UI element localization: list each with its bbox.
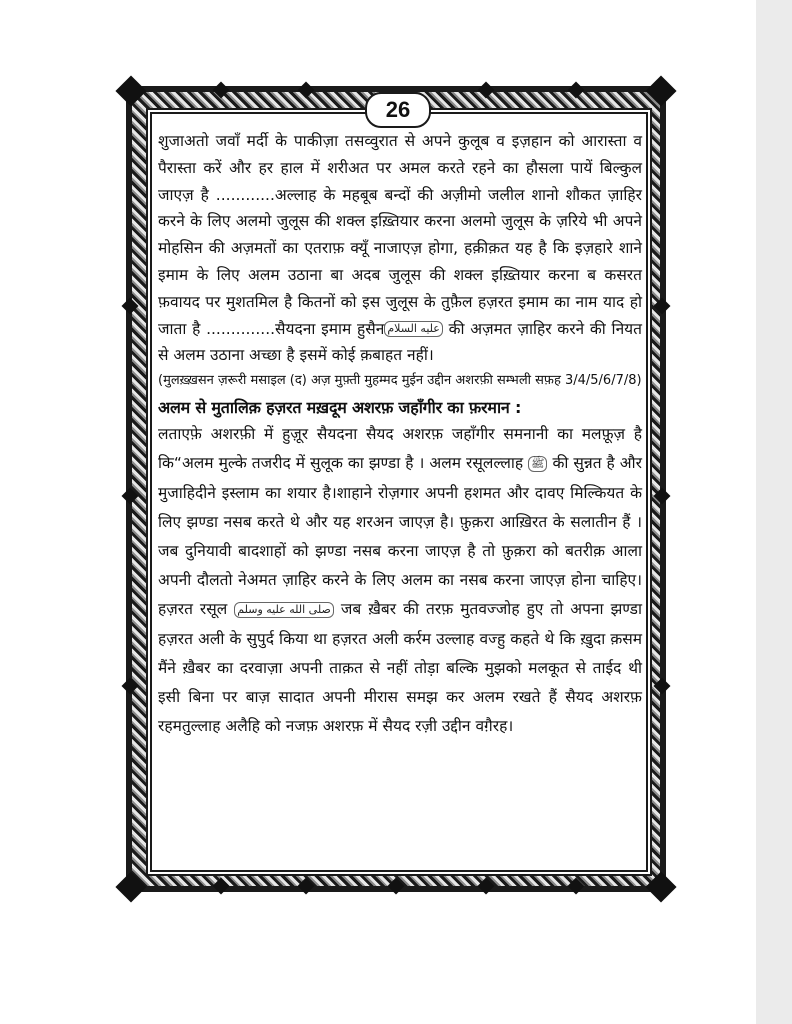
paragraph-1 (158, 128, 642, 369)
page-edge-shadow (756, 0, 792, 1024)
salutation-glyph: ﷺ (528, 456, 547, 472)
paragraph-2-part-c: जब ख़ैबर की तरफ़ मुतवज्जोह हुए तो अपना झण्डा हज़रत अली के सुपुर्द किया था हज़रत अली कर्रम उल्लाह वज्हु कहते थे कि ख़ुदा क़सम मैंने ख़ैबर का दरवाज़ा अपनी ताक़त से नहीं तोड़ा बल्कि मुझको मलकूत से ताईद थी इसी बिना पर बाज़ सादात अपनी मीरास समझ कर अलम रखते हैं सैयद अशरफ़ रहमतुल्लाह अलैहि को नजफ़ अशरफ़ में सैयद रज़ी उद्दीन वग़ैरह। (158, 600, 642, 736)
page-body (158, 128, 642, 864)
salutation-glyph: عليه السلام (384, 321, 443, 337)
paragraph-2 (158, 420, 642, 741)
paragraph-1-end: की अज़मत ज़ाहिर करने की नियत से अलम उठाना अच्छा है इसमें कोई क़बाहत नहीं। (158, 319, 642, 365)
section-heading: अलम से मुतालिक़ हज़रत मख़दूम अशरफ़ जहाँगीर का फ़रमान : (158, 398, 522, 418)
paragraph-1-text: शुजाअतो जवाँ मर्दी के पाकीज़ा तसव्वुरात से अपने कुलूब व इज़हान को आरास्ता व पैरास्ता करें और हर हाल में शरीअत पर अमल करते रहने का हौसला पायें बिल्कुल जाएज़ है ............अल्लाह के महबूब बन्दों की अज़ीमो जलील शानो शौकत ज़ाहिर करने के लिए अलमो जुलूस की शक्ल इख़्तियार करना अलमो जुलूस के ज़रिये भी अपने मोहसिन की अज़मतों का एतराफ़ क्यूँ नाजाएज़ होगा, हक़ीक़त यह है कि इज़हारे शाने इमाम के लिए अलम उठाना बा अदब जुलूस की शक्ल इख़्तियार करना ब कसरत फ़वायद पर मुशतमिल है कितनों को इस जुलूस के तुफ़ैल हज़रत इमाम का नाम याद हो जाता है ..............सैयदना इमाम हुसैन (158, 132, 643, 338)
salutation-glyph: صلى الله عليه وسلم (234, 602, 334, 618)
citation: (मुलख़्ख़सन ज़रूरी मसाइल (द) अज़ मुफ़्ती मुहम्मद मुईन उद्दीन अशरफ़ी सम्भली सफ़ह 3/4/5/6/7/8) (158, 373, 642, 389)
page-number: 26 (365, 92, 431, 128)
paragraph-2-part-a: लताएफ़े अशरफ़ी में हुज़ूर सैयदना सैयद अशरफ़ जहाँगीर समनानी का मलफ़ूज़ है कि“अलम मुल्के तजरीद में सुलूक का झण्डा है । अलम रसूलल्लाह (158, 425, 642, 473)
paragraph-2-part-b: की सुन्नत है और मुजाहिदीने इस्लाम का शयार है।शाहाने रोज़गार अपनी हशमत और दावए मिल्कियत के लिए झण्डा नसब करते थे और यह शरअन जाएज़ है। फ़ुक़रा आख़िरत के सलातीन हैं । जब दुनियावी बादशाहों को झण्डा नसब करना जाएज़ है तो फ़ुक़रा को बतरीक़ आला अपनी दौलतो नेअमत ज़ाहिर करने के लिए अलम का नसब करना जाएज़ होना चाहिए। हज़रत रसूल (158, 454, 642, 619)
